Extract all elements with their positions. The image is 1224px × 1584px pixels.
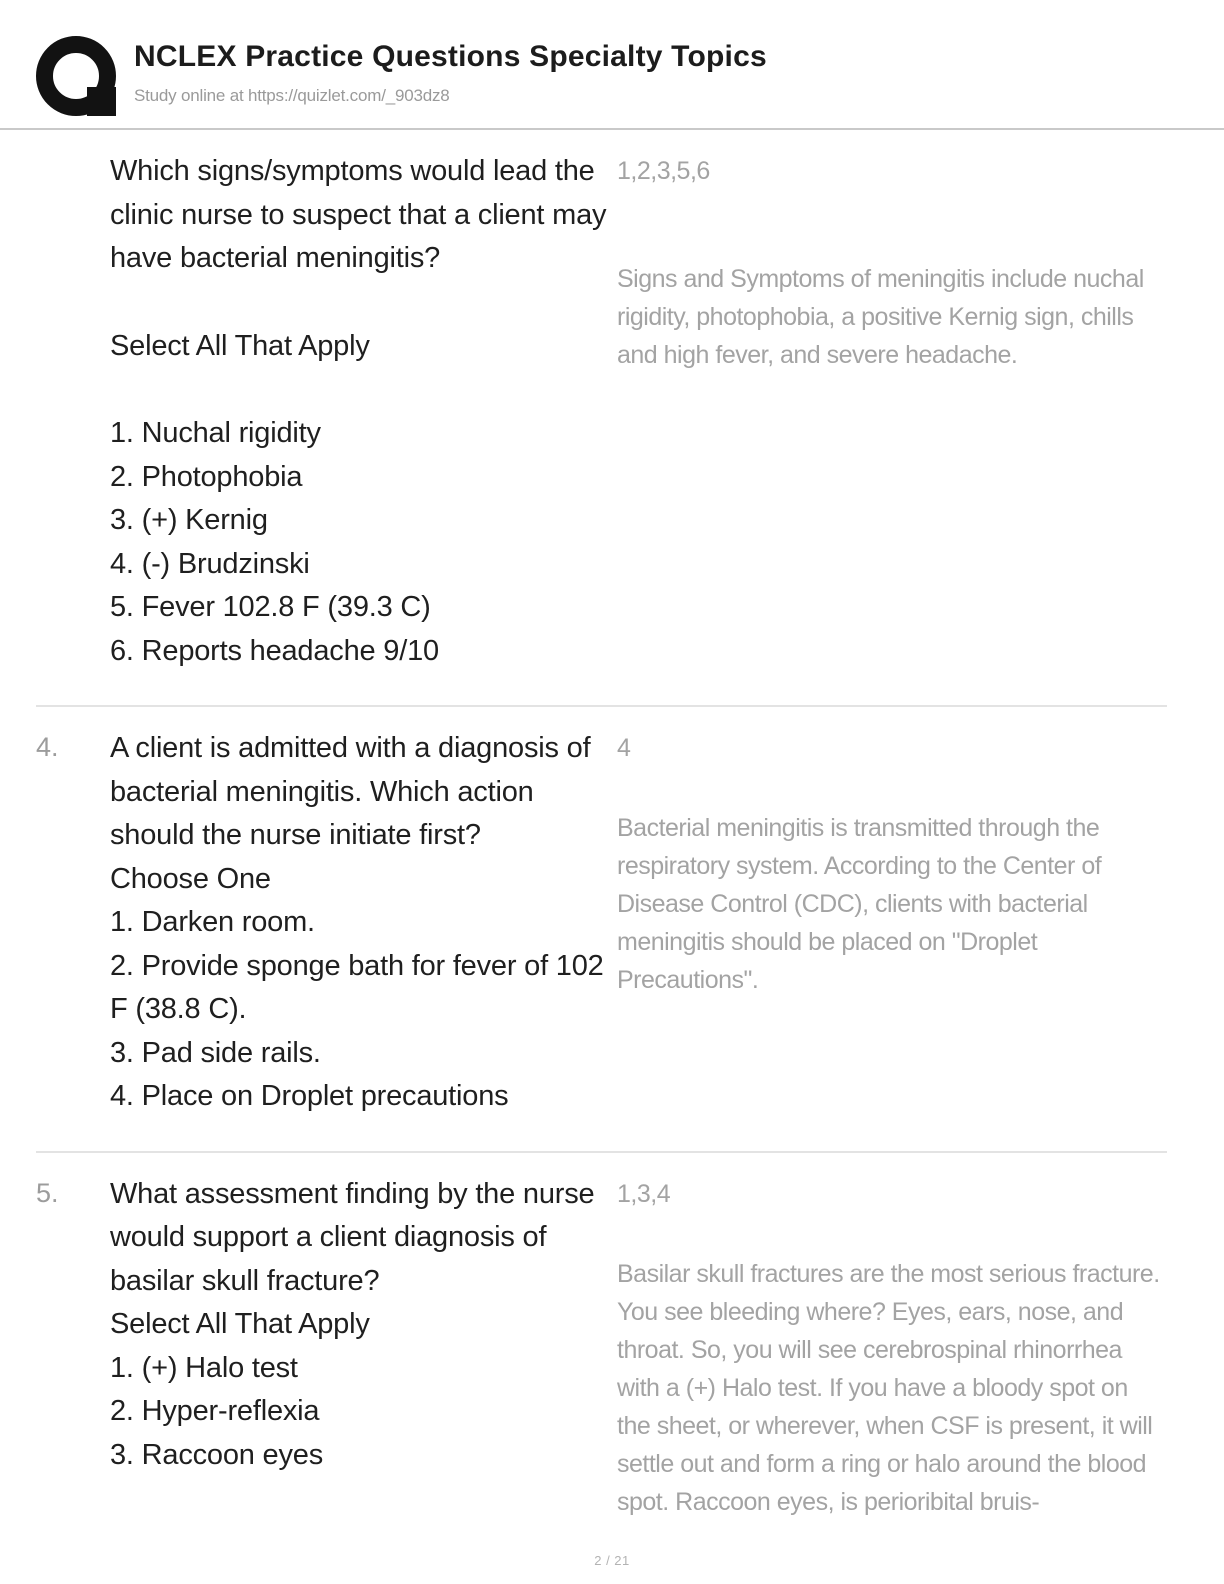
option-line: 3. (+) Kernig	[110, 504, 268, 536]
answer-rationale: Signs and Symptoms of meningitis include nuchal rigidity, photophobia, a positive Kernig sign, chills and high fever, and severe headache.	[617, 265, 1144, 369]
option-line: 2. Hyper-reflexia	[110, 1395, 320, 1427]
option-line: 5. Fever 102.8 F (39.3 C)	[110, 591, 431, 623]
answer-column	[617, 150, 1167, 673]
question-prompt: Select All That Apply	[110, 1308, 370, 1340]
quizlet-logo-icon	[36, 36, 116, 116]
answer-key: 1,2,3,5,6	[617, 157, 710, 185]
page-number: 2 / 21	[594, 1553, 630, 1568]
option-list	[110, 412, 607, 673]
question-prompt: Choose One	[110, 862, 271, 895]
question-block	[36, 1153, 1167, 1546]
question-text: A client is admitted with a diagnosis of bacterial meningitis. Which action should the nurse initiate first?	[110, 732, 591, 851]
answer-key: 4	[617, 734, 631, 762]
option-line: 3. Raccoon eyes	[110, 1438, 324, 1471]
option-line: 1. Darken room.	[110, 906, 315, 938]
option-line: 2. Provide sponge bath for fever of 102 F (38.8 C).	[110, 949, 604, 1025]
option-line: 1. (+) Halo test	[110, 1351, 298, 1384]
option-line: 2. Photophobia	[110, 460, 303, 493]
question-column	[110, 1173, 607, 1521]
question-number: 4.	[36, 732, 59, 762]
study-online-link: Study online at https://quizlet.com/_903dz8	[134, 86, 450, 105]
question-block	[36, 130, 1167, 707]
answer-rationale: Bacterial meningitis is transmitted through the respiratory system. According to the Center of Disease Control (CDC), clients with bacterial meningitis should be placed on "Droplet Precautions".	[617, 814, 1102, 994]
option-line: 3. Pad side rails.	[110, 1036, 321, 1069]
answer-key: 1,3,4	[617, 1179, 671, 1208]
answer-column	[617, 1173, 1167, 1521]
question-text: What assessment finding by the nurse would support a client diagnosis of basilar skull fracture?	[110, 1177, 595, 1297]
option-line: 6. Reports headache 9/10	[110, 634, 439, 667]
header-text	[134, 34, 767, 106]
option-line: 4. (-) Brudzinski	[110, 547, 310, 580]
question-prompt: Select All That Apply	[110, 329, 370, 362]
option-list	[110, 1347, 607, 1478]
page-title: NCLEX Practice Questions Specialty Topics	[134, 40, 767, 73]
questions-list	[0, 130, 1224, 1545]
quizlet-q-tail	[87, 87, 116, 116]
answer-column	[617, 727, 1167, 1119]
document-header	[0, 0, 1224, 130]
option-list	[110, 901, 607, 1119]
question-text: Which signs/symptoms would lead the clinic nurse to suspect that a client may have bacterial meningitis?	[110, 155, 607, 274]
question-column	[110, 150, 607, 673]
answer-rationale: Basilar skull fractures are the most serious fracture. You see bleeding where? Eyes, ears, nose, and throat. So, you will see cerebrospinal rhinorrhea with a (+) Halo test. If you have a bloody spot on the sheet, or wherever, when CSF is present, it will settle out and form a ring or halo around the blood spot. Raccoon eyes, is perioribital bruis-	[617, 1259, 1160, 1516]
question-column	[110, 727, 607, 1119]
option-line: 4. Place on Droplet precautions	[110, 1080, 509, 1112]
question-block	[36, 707, 1167, 1153]
question-number: 5.	[36, 1177, 59, 1208]
question-number	[36, 150, 100, 673]
option-line: 1. Nuchal rigidity	[110, 417, 321, 449]
